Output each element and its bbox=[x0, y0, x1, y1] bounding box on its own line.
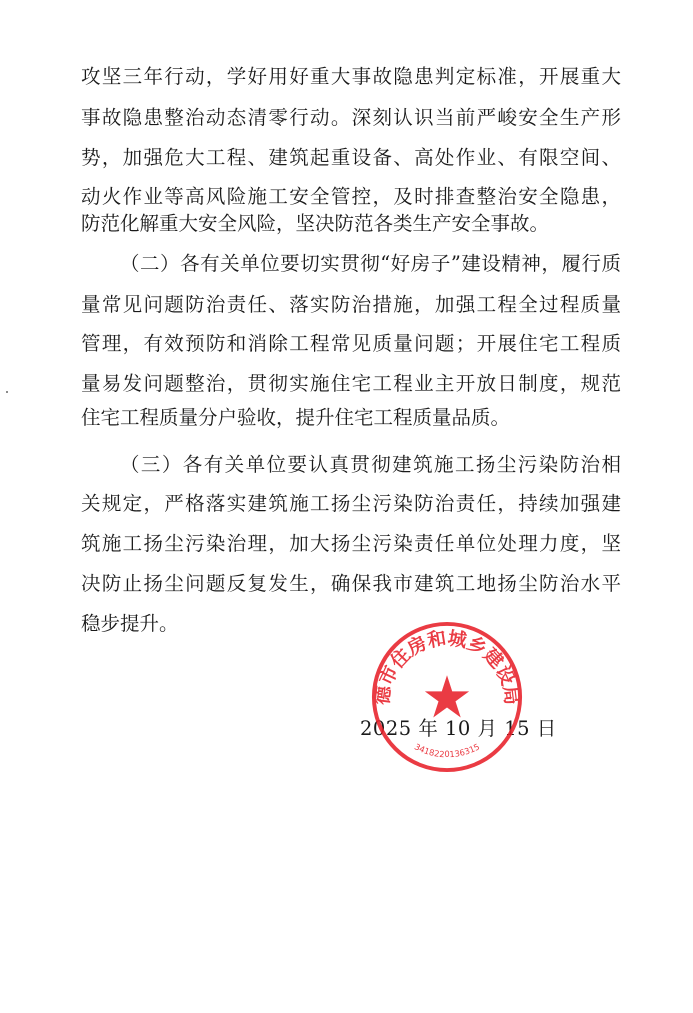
paragraph-line: 势，加强危大工程、建筑起重设备、高处作业、有限空间、 bbox=[81, 146, 621, 169]
paragraph-line: 事故隐患整治动态清零行动。深刻认识当前严峻安全生产形 bbox=[81, 106, 621, 129]
seal-number: 3418220136315 bbox=[412, 741, 482, 760]
seal-star-icon bbox=[425, 675, 469, 717]
paragraph-line: 管理，有效预防和消除工程常见质量问题；开展住宅工程质 bbox=[81, 332, 621, 355]
paragraph-line: 量易发问题整治，贯彻实施住宅工程业主开放日制度，规范 bbox=[81, 372, 621, 395]
paragraph-line: 关规定，严格落实建筑施工扬尘污染防治责任，持续加强建 bbox=[81, 492, 621, 515]
paragraph-line: 攻坚三年行动，学好用好重大事故隐患判定标准，开展重大 bbox=[81, 65, 621, 88]
paragraph-line: 决防止扬尘问题反复发生，确保我市建筑工地扬尘防治水平 bbox=[81, 572, 621, 595]
paragraph-line: （二）各有关单位要切实贯彻“好房子”建设精神，履行质 bbox=[120, 252, 621, 275]
paragraph-line: 量常见问题防治责任、落实防治措施，加强工程全过程质量 bbox=[81, 293, 621, 316]
paragraph-line: 稳步提升。 bbox=[81, 612, 179, 635]
paragraph-line: 动火作业等高风险施工安全管控，及时排查整治安全隐患， bbox=[81, 185, 621, 208]
document-date: 2025 年 10 月 15 日 bbox=[360, 717, 557, 740]
paragraph-line: 住宅工程质量分户验收，提升住宅工程质量品质。 bbox=[81, 406, 511, 429]
official-seal bbox=[368, 618, 526, 776]
paragraph-line: 防范化解重大安全风险，坚决防范各类生产安全事故。 bbox=[81, 212, 550, 235]
scan-speck bbox=[6, 391, 8, 393]
paragraph-line: （三）各有关单位要认真贯彻建筑施工扬尘污染防治相 bbox=[120, 453, 621, 476]
seal-text: 德市住房和城乡建设局 bbox=[372, 628, 522, 706]
paragraph-line: 筑施工扬尘污染治理，加大扬尘污染责任单位处理力度，坚 bbox=[81, 532, 621, 555]
